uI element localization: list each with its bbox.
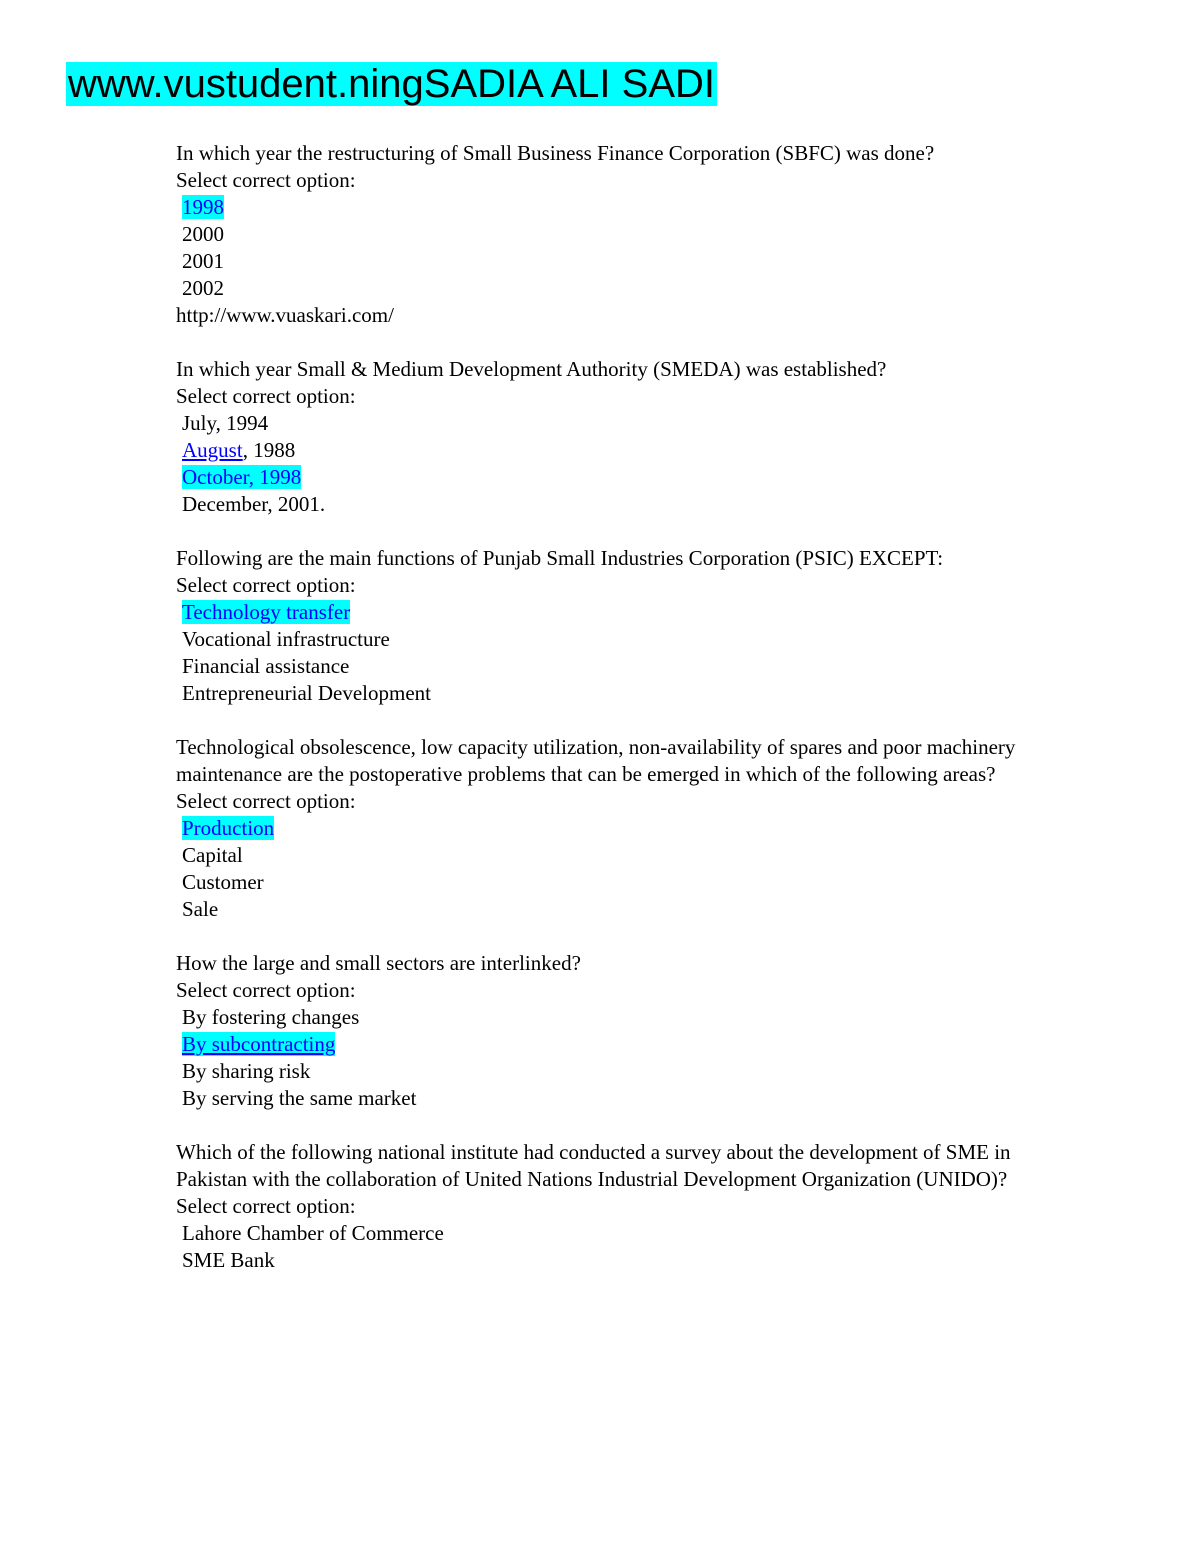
option-link[interactable]: August	[182, 438, 243, 462]
correct-answer-highlight: Technology transfer	[182, 600, 351, 624]
question-block	[176, 545, 1036, 707]
correct-answer-link[interactable]: By subcontracting	[182, 1032, 336, 1056]
header-highlight	[66, 62, 717, 106]
author-name: SADIA ALI SADI	[423, 62, 716, 106]
option	[176, 815, 1036, 842]
question-text: Which of the following national institute had conducted a survey about the development of SME in Pakistan with the collaboration of United Nations Industrial Development Organization (UNIDO)?	[176, 1140, 1016, 1191]
question-text: In which year Small & Medium Development Authority (SMEDA) was established?	[176, 357, 887, 381]
option: Financial assistance	[182, 654, 350, 678]
source-url: http://www.vuaskari.com/	[176, 303, 394, 327]
document-body	[176, 140, 1036, 1274]
select-prompt: Select correct option:	[176, 573, 356, 597]
option: Lahore Chamber of Commerce	[182, 1221, 444, 1245]
document-header	[66, 62, 717, 106]
option	[176, 1031, 1036, 1058]
question-block	[176, 356, 1036, 518]
option: By serving the same market	[182, 1086, 417, 1110]
option: Sale	[182, 897, 219, 921]
question-text: Following are the main functions of Punjab Small Industries Corporation (PSIC) EXCEPT:	[176, 546, 944, 570]
option: Entrepreneurial Development	[182, 681, 431, 705]
option: 2002	[182, 276, 224, 300]
option: By sharing risk	[182, 1059, 311, 1083]
question-block	[176, 1139, 1036, 1274]
option: 2001	[182, 249, 224, 273]
select-prompt: Select correct option:	[176, 384, 356, 408]
option	[176, 194, 1036, 221]
option	[176, 437, 1036, 464]
option: SME Bank	[182, 1248, 275, 1272]
correct-answer-highlight: Production	[182, 816, 275, 840]
site-name: www.vustudent.ning	[68, 62, 424, 106]
option-suffix: , 1988	[242, 438, 296, 462]
question-text: In which year the restructuring of Small Business Finance Corporation (SBFC) was done?	[176, 141, 935, 165]
option: Customer	[182, 870, 264, 894]
correct-answer-highlight: 1998	[182, 195, 224, 219]
option	[176, 599, 1036, 626]
select-prompt: Select correct option:	[176, 789, 356, 813]
option	[176, 464, 1036, 491]
option: By fostering changes	[182, 1005, 360, 1029]
question-block	[176, 140, 1036, 329]
question-block	[176, 950, 1036, 1112]
option: December, 2001.	[182, 492, 326, 516]
option: July, 1994	[182, 411, 269, 435]
select-prompt: Select correct option:	[176, 978, 356, 1002]
select-prompt: Select correct option:	[176, 168, 356, 192]
select-prompt: Select correct option:	[176, 1194, 356, 1218]
question-block	[176, 734, 1036, 923]
option: Vocational infrastructure	[182, 627, 390, 651]
question-text: Technological obsolescence, low capacity utilization, non-availability of spares and poor machinery maintenance are the postoperative problems that can be emerged in which of the following areas?	[176, 735, 1021, 786]
correct-answer-highlight: October, 1998	[182, 465, 302, 489]
question-text: How the large and small sectors are interlinked?	[176, 951, 581, 975]
option: 2000	[182, 222, 224, 246]
option: Capital	[182, 843, 243, 867]
